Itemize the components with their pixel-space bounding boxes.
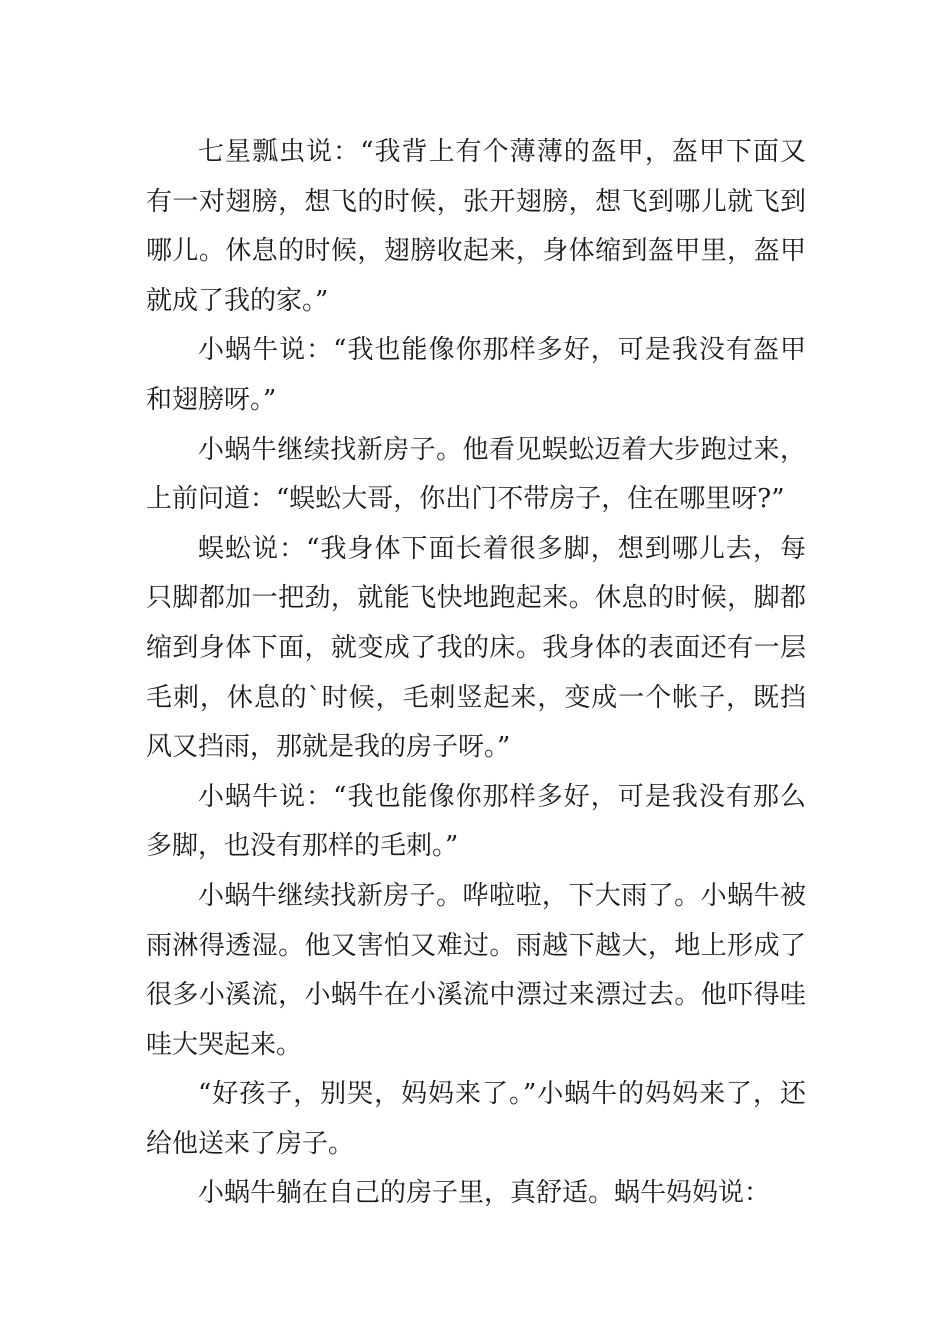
paragraph-centipede: 蜈蚣说：“我身体下面长着很多脚，想到哪儿去，每只脚都加一把劲，就能飞快地跑起来。休息的时候，脚都缩到身体下面，就变成了我的床。我身体的表面还有一层毛刺，休息的`时候，毛刺竖起来，变成一个帐子，既挡风又挡雨，那就是我的房子呀。” [146, 533, 806, 763]
paragraph-snail-reply-1: 小蜗牛说：“我也能像你那样多好，可是我没有盔甲和翅膀呀。” [146, 335, 806, 415]
paragraph-ladybug: 七星瓢虫说：“我背上有个薄薄的盔甲，盔甲下面又有一对翅膀，想飞的时候，张开翅膀，想飞到哪儿就飞到哪儿。休息的时候，翅膀收起来，身体缩到盔甲里，盔甲就成了我的家。” [146, 137, 806, 316]
paragraph-rain: 小蜗牛继续找新房子。哗啦啦，下大雨了。小蜗牛被雨淋得透湿。他又害怕又难过。雨越下越大，地上形成了很多小溪流，小蜗牛在小溪流中漂过来漂过去。他吓得哇哇大哭起来。 [146, 880, 806, 1060]
paragraph-snail-house: 小蜗牛躺在自己的房子里，真舒适。蜗牛妈妈说： [198, 1178, 771, 1209]
document-body [146, 128, 806, 1219]
paragraph-mother-arrives: “好孩子，别哭，妈妈来了。”小蜗牛的妈妈来了，还给他送来了房子。 [146, 1079, 806, 1159]
paragraph-meets-centipede: 小蜗牛继续找新房子。他看见蜈蚣迈着大步跑过来，上前问道：“蜈蚣大哥，你出门不带房子，住在哪里呀?” [146, 434, 806, 515]
paragraph-snail-reply-2: 小蜗牛说：“我也能像你那样多好，可是我没有那么多脚，也没有那样的毛刺。” [146, 781, 806, 862]
